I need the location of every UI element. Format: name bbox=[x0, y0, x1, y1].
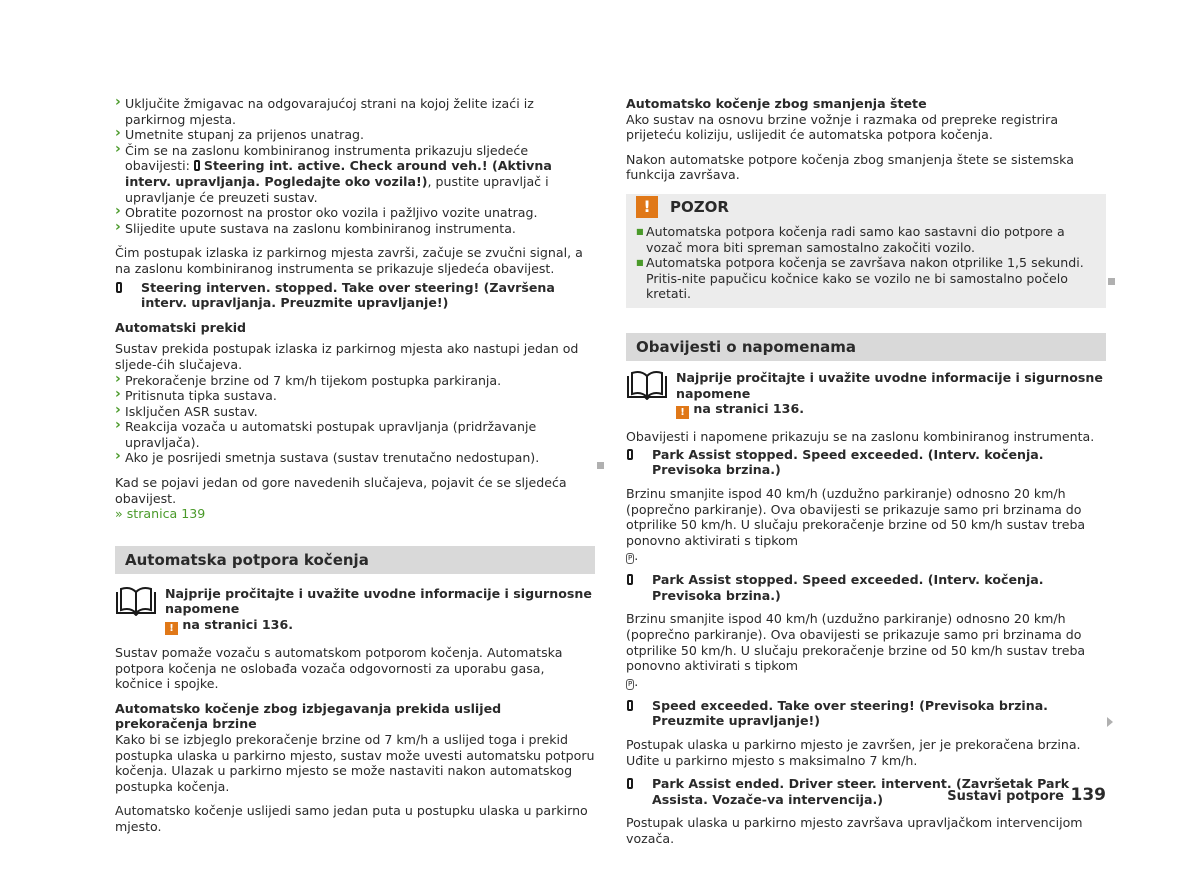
section-heading: Obavijesti o napomenama bbox=[626, 333, 1106, 361]
list-item bbox=[115, 143, 595, 205]
footer-section-title: Sustavi potpore bbox=[947, 789, 1064, 804]
continue-arrow-icon bbox=[1107, 717, 1113, 727]
info-icon bbox=[627, 574, 633, 585]
display-message bbox=[115, 280, 595, 311]
exit-steps-list bbox=[115, 96, 595, 236]
subheading: Automatsko kočenje zbog smanjenja štete bbox=[626, 96, 927, 111]
page-reference[interactable]: na stranici 136. bbox=[693, 401, 804, 417]
paragraph: Brzinu smanjite ispod 40 km/h (uzdužno parkiranje) odnosno 20 km/h (poprečno parkiranje). Ova obavijesti se prikazuje samo pri brzinama do otprilike 50 km/h. U slučaju prekoračenje brzine od 50 km/h sustav treba ponovno aktivirati s tipkom P . bbox=[626, 485, 1086, 564]
paragraph: Nakon automatske potpore kočenja zbog smanjenja štete se sistemska funkcija završava. bbox=[626, 151, 1074, 183]
warning-icon: ! bbox=[165, 622, 178, 635]
step-text: , pustite upravljač i upravljanje će preuzeti sustav. bbox=[125, 173, 549, 205]
warning-header bbox=[636, 194, 1096, 222]
page-number: 139 bbox=[1070, 785, 1106, 805]
paragraph: Ako sustav na osnovu brzine vožnje i razmaka od prepreke registrira prijeteću koliziju, uslijedit će automatska potpora kočenja. bbox=[626, 111, 1059, 143]
message-text: Speed exceeded. Take over steering! (Previsoka brzina. Preuzmite upravljanje!) bbox=[652, 697, 1048, 729]
info-icon bbox=[627, 700, 633, 711]
message-text: Steering interven. stopped. Take over steering! (Završena interv. upravljanja. Preuzmite upravljanje!) bbox=[141, 279, 555, 311]
section-heading: Automatska potpora kočenja bbox=[115, 546, 595, 574]
info-icon bbox=[627, 449, 633, 460]
message-text: Park Assist ended. Driver steer. intervent. (Završetak Park Assista. Vozače-va intervencija.) bbox=[652, 776, 1070, 807]
read-first-label: Najprije pročitajte i uvažite uvodne informacije i sigurnosne napomene bbox=[165, 585, 592, 617]
list-item: › Uključite žmigavac na odgovarajućoj strani na kojoj želite izaći iz parkirnog mjesta. bbox=[115, 96, 595, 127]
list-item: › Pritisnuta tipka sustava. bbox=[115, 388, 595, 404]
list-item: › Ako je posrijedi smetnja sustava (sustav trenutačno nedostupan). bbox=[115, 450, 595, 466]
subheading: Automatski prekid bbox=[115, 319, 247, 335]
paragraph: Obavijesti i napomene prikazuju se na zaslonu kombiniranog instrumenta. bbox=[626, 429, 1095, 445]
page-link[interactable]: » stranica 139 bbox=[115, 506, 206, 522]
read-first-label: Najprije pročitajte i uvažite uvodne informacije i sigurnosne napomene bbox=[676, 369, 1103, 401]
list-item: › Isključen ASR sustav. bbox=[115, 404, 595, 420]
section-end-marker bbox=[1108, 278, 1115, 285]
display-message bbox=[626, 447, 1106, 478]
warning-title: POZOR bbox=[670, 197, 729, 216]
read-first-text bbox=[165, 586, 595, 635]
page-reference[interactable]: na stranici 136. bbox=[182, 617, 293, 633]
paragraph: Postupak ulaska u parkirno mjesto je završen, jer je prekoračena brzina. Uđite u parkirno mjesto s maksimalno 7 km/h. bbox=[626, 737, 1081, 768]
read-first-note bbox=[626, 370, 1106, 419]
subheading: Automatsko kočenje zbog izbjegavanja prekida uslijed prekoračenja brzine bbox=[115, 700, 502, 732]
paragraph: Kako bi se izbjeglo prekoračenje brzine od 7 km/h a uslijed toga i prekid postupka ulaska u parkirno mjesto, sustav može uvesti automatsku potporu kočenja. Ulazak u parkirno mjesto se može nastaviti nakon automatskog postupka kočenja. bbox=[115, 732, 595, 794]
info-icon bbox=[116, 282, 122, 293]
park-key-icon: P bbox=[628, 554, 633, 563]
list-item: › Reakcija vozača u automatski postupak upravljanja (pridržavanje upravljača). bbox=[115, 419, 595, 450]
display-message: Steering int. active. Check around veh.! (Aktivna interv. upravljanja. Pogledajte oko vozila!) bbox=[125, 158, 552, 189]
list-item: › Prekoračenje brzine od 7 km/h tijekom postupka parkiranja. bbox=[115, 373, 595, 389]
right-column bbox=[626, 96, 1106, 847]
section-end-marker bbox=[597, 462, 604, 469]
book-icon bbox=[115, 586, 157, 616]
paragraph: Sustav pomaže vozaču s automatskom potporom kočenja. Automatska potpora kočenja ne oslobađa vozača odgovornosti za uporabu gasa, kočnice i spojke. bbox=[115, 645, 563, 692]
message-text: Park Assist stopped. Speed exceeded. (Interv. kočenja. Previsoka brzina.) bbox=[652, 446, 1044, 478]
cancel-conditions-list bbox=[115, 373, 595, 467]
read-first-note bbox=[115, 586, 595, 635]
book-icon bbox=[626, 370, 668, 400]
info-icon bbox=[194, 160, 200, 171]
paragraph: Automatsko kočenje uslijedi samo jedan puta u postupku ulaska u parkirno mjesto. bbox=[115, 803, 588, 834]
paragraph: Sustav prekida postupak izlaska iz parkirnog mjesta ako nastupi jedan od sljede-ćih slučajeva. bbox=[115, 341, 579, 372]
warning-icon: ! bbox=[676, 406, 689, 419]
warning-item: ■ Automatska potpora kočenja radi samo kao sastavni dio potpore a vozač mora biti spreman samostalno zakočiti vozilo. bbox=[636, 224, 1096, 255]
park-key-icon: P bbox=[628, 679, 633, 688]
display-message bbox=[626, 572, 1106, 603]
display-message bbox=[626, 698, 1106, 729]
paragraph-text: Kad se pojavi jedan od gore navedenih slučajeva, pojavit će se sljedeća obavijest. bbox=[115, 475, 567, 506]
step-text: Čim se na zaslonu kombiniranog instrumenta prikazuju sljedeće obavijesti: bbox=[125, 142, 529, 174]
list-item: › Obratite pozornost na prostor oko vozila i pažljivo vozite unatrag. bbox=[115, 205, 595, 221]
list-item: › Slijedite upute sustava na zaslonu kombiniranog instrumenta. bbox=[115, 221, 595, 237]
warning-list bbox=[636, 224, 1096, 302]
message-text: Park Assist stopped. Speed exceeded. (Interv. kočenja. Previsoka brzina.) bbox=[652, 572, 1044, 603]
paragraph: Postupak ulaska u parkirno mjesto završava upravljačkom intervencijom vozača. bbox=[626, 815, 1083, 846]
list-item: › Umetnite stupanj za prijenos unatrag. bbox=[115, 127, 595, 143]
paragraph-text: Brzinu smanjite ispod 40 km/h (uzdužno parkiranje) odnosno 20 km/h (poprečno parkiranje). Ova obavijesti se prikazuje samo pri brzinama do otprilike 50 km/h. U slučaju prekoračenje brzine od 50 km/h sustav treba ponovno aktivirati s tipkom bbox=[626, 485, 1086, 548]
info-icon bbox=[627, 778, 633, 789]
paragraph: Čim postupak izlaska iz parkirnog mjesta završi, začuje se zvučni signal, a na zaslonu kombiniranog instrumenta se prikazuje sljedeća obavijest. bbox=[115, 245, 583, 276]
paragraph-text: Brzinu smanjite ispod 40 km/h (uzdužno parkiranje) odnosno 20 km/h (poprečno parkiranje). Ova obavijesti se prikazuje samo pri brzinama do otprilike 50 km/h. U slučaju prekoračenje brzine od 50 km/h sustav treba ponovno aktivirati s tipkom bbox=[626, 611, 1086, 674]
left-column bbox=[115, 96, 595, 835]
warning-icon: ! bbox=[636, 196, 658, 218]
read-first-text bbox=[676, 370, 1106, 419]
paragraph: Brzinu smanjite ispod 40 km/h (uzdužno parkiranje) odnosno 20 km/h (poprečno parkiranje). Ova obavijesti se prikazuje samo pri brzinama do otprilike 50 km/h. U slučaju prekoračenje brzine od 50 km/h sustav treba ponovno aktivirati s tipkom P . bbox=[626, 611, 1086, 689]
warning-item: ■ Automatska potpora kočenja se završava nakon otprilike 1,5 sekundi. Pritis-nite papučicu kočnice kako se vozilo ne bi samostalno počelo kretati. bbox=[636, 255, 1096, 302]
warning-box bbox=[626, 194, 1106, 308]
paragraph bbox=[115, 475, 595, 522]
